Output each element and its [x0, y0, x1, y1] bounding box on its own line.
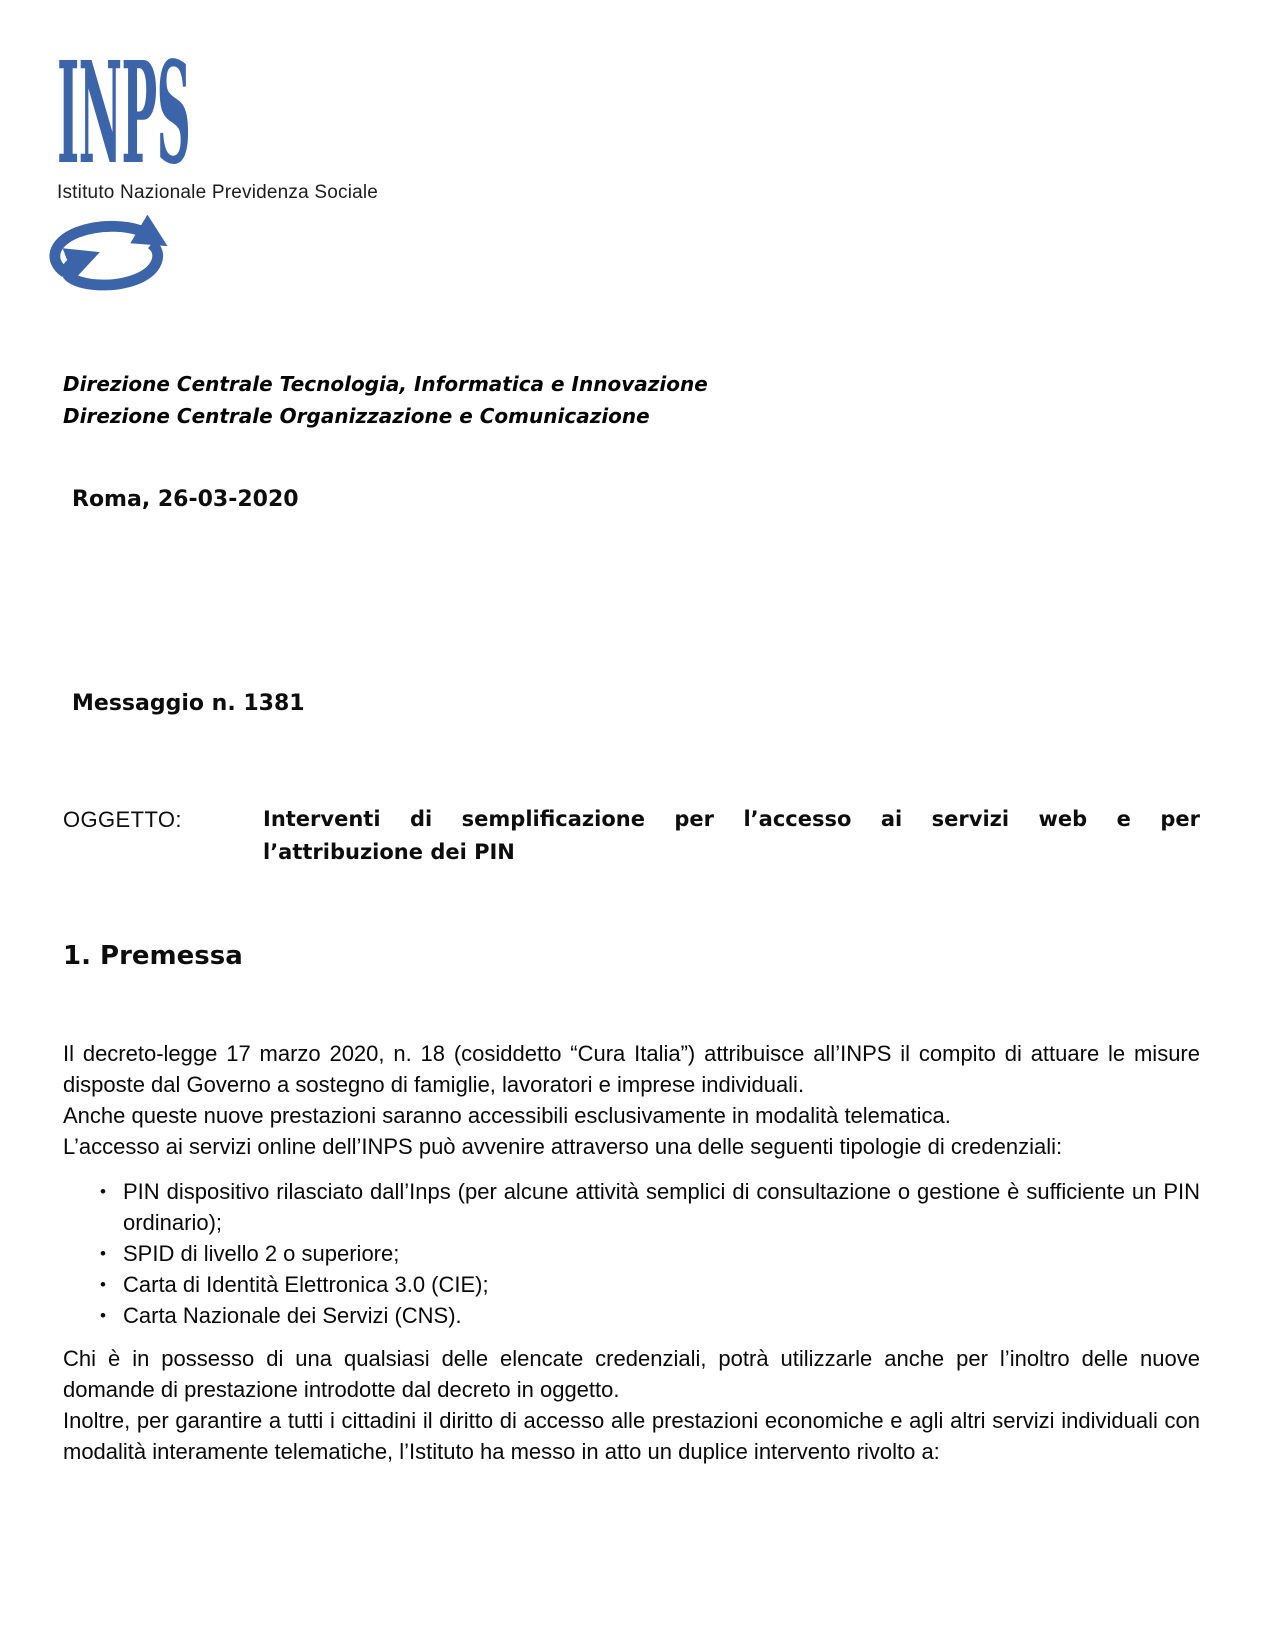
paragraphs-before-list: [63, 1038, 1200, 1162]
credential-list: [63, 1176, 1200, 1331]
list-item-text: Carta di Identità Elettronica 3.0 (CIE);: [123, 1272, 489, 1297]
subject-text-line: Interventi di semplificazione per l’accesso ai servizi web e per: [263, 807, 1200, 831]
inps-logo: INPS: [57, 32, 191, 196]
section-heading-premessa: 1. Premessa: [63, 941, 243, 971]
bullet-icon: •: [100, 1244, 106, 1263]
list-item-text: SPID di livello 2 o superiore;: [123, 1241, 400, 1266]
department-lines: [63, 368, 1200, 432]
body-paragraph: Chi è in possesso di una qualsiasi delle elencate credenziali, potrà utilizzarle anche per l’inoltro delle nuove domande di prestazione introdotte dal decreto in oggetto.: [63, 1346, 1200, 1402]
message-number: Messaggio n. 1381: [72, 691, 305, 716]
subject-label: OGGETTO:: [63, 807, 182, 832]
bullet-icon: •: [100, 1306, 106, 1325]
bullet-icon: •: [100, 1182, 106, 1201]
body-paragraph: Inoltre, per garantire a tutti i cittadini il diritto di accesso alle prestazioni economiche e agli altri servizi individuali con modalità interamente telematiche, l’Istituto ha messo in atto un duplice intervento rivolto a:: [63, 1408, 1200, 1464]
inps-logo-subtitle: Istituto Nazionale Previdenza Sociale: [57, 182, 379, 203]
body-paragraph: L’accesso ai servizi online dell’INPS può avvenire attraverso una delle seguenti tipologie di credenziali:: [63, 1134, 1063, 1159]
list-item-text: PIN dispositivo rilasciato dall’Inps (per alcune attività semplici di consultazione o gestione è sufficiente un PIN ordinario);: [123, 1179, 1200, 1235]
body-paragraph: Anche queste nuove prestazioni saranno accessibili esclusivamente in modalità telematica.: [63, 1103, 951, 1128]
list-item: [100, 1238, 1200, 1269]
paragraphs-after-list: [63, 1343, 1200, 1467]
subject-text-line: l’attribuzione dei PIN: [263, 840, 515, 864]
body-paragraph: Il decreto-legge 17 marzo 2020, n. 18 (cosiddetto “Cura Italia”) attribuisce all’INPS il compito di attuare le misure disposte dal Governo a sostegno di famiglie, lavoratori e imprese individuali.: [63, 1041, 1200, 1097]
body-copy: [63, 1038, 1200, 1467]
letterhead-header: [57, 32, 1200, 290]
list-item: [100, 1176, 1200, 1238]
bullet-icon: •: [100, 1275, 106, 1294]
department-line: Direzione Centrale Organizzazione e Comunicazione: [63, 404, 650, 428]
inps-swirl-icon: [38, 210, 173, 299]
subject-text: [263, 803, 1200, 869]
department-line: Direzione Centrale Tecnologia, Informatica e Innovazione: [63, 372, 708, 396]
list-item: [100, 1269, 1200, 1300]
list-item-text: Carta Nazionale dei Servizi (CNS).: [123, 1303, 462, 1328]
place-date: Roma, 26-03-2020: [72, 487, 299, 512]
list-item: [100, 1300, 1200, 1331]
subject-row: [63, 803, 1200, 869]
